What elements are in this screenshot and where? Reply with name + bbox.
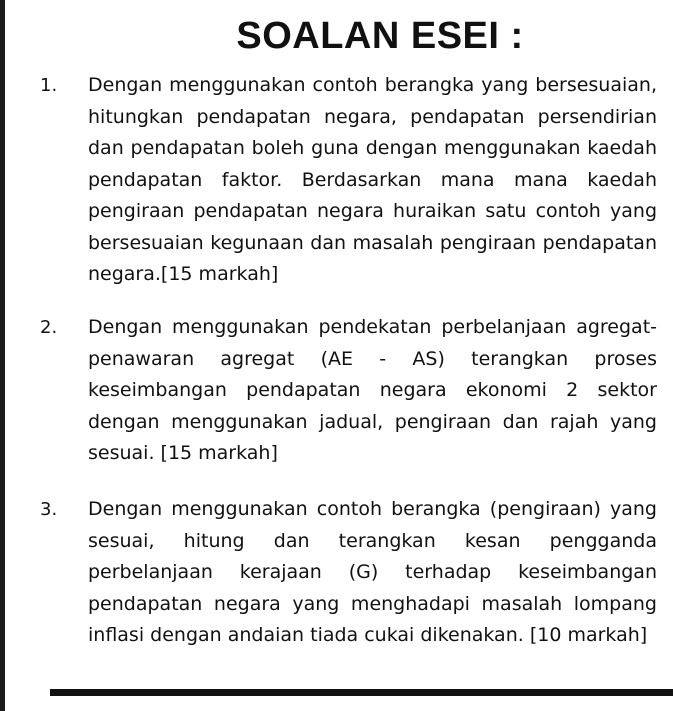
question-3-number: 3. xyxy=(40,499,58,520)
question-3-text: Dengan menggunakan contoh berangka (pengiraan) yang sesuai, hitung dan terangkan kesan pengganda perbelanjaan kerajaan (G) terhadap keseimbangan pendapatan negara yang menghadapi masalah lompang inflasi dengan andaian tiada cukai dikenakan. [10 markah] xyxy=(88,498,657,646)
page-title: SOALAN ESEI : xyxy=(236,15,524,57)
question-2-text: Dengan menggunakan pendekatan perbelanjaan agregat-penawaran agregat (AE - AS) terangkan proses keseimbangan pendapatan negara ekonomi 2 sektor dengan menggunakan jadual, pengiraan dan rajah yang sesuai. [15 markah] xyxy=(88,316,657,464)
question-1-number: 1. xyxy=(40,75,58,96)
page-left-edge xyxy=(0,0,5,711)
question-1-text: Dengan menggunakan contoh berangka yang bersesuaian, hitungkan pendapatan negara, pendapatan persendirian dan pendapatan boleh guna dengan menggunakan kaedah pendapatan faktor. Berdasarkan mana mana kaedah pengiraan pendapatan negara huraikan satu contoh yang bersesuaian kegunaan dan masalah pengiraan pendapatan negara.[15 markah] xyxy=(88,74,657,285)
question-2-number: 2. xyxy=(40,317,58,338)
bottom-divider xyxy=(50,689,673,696)
